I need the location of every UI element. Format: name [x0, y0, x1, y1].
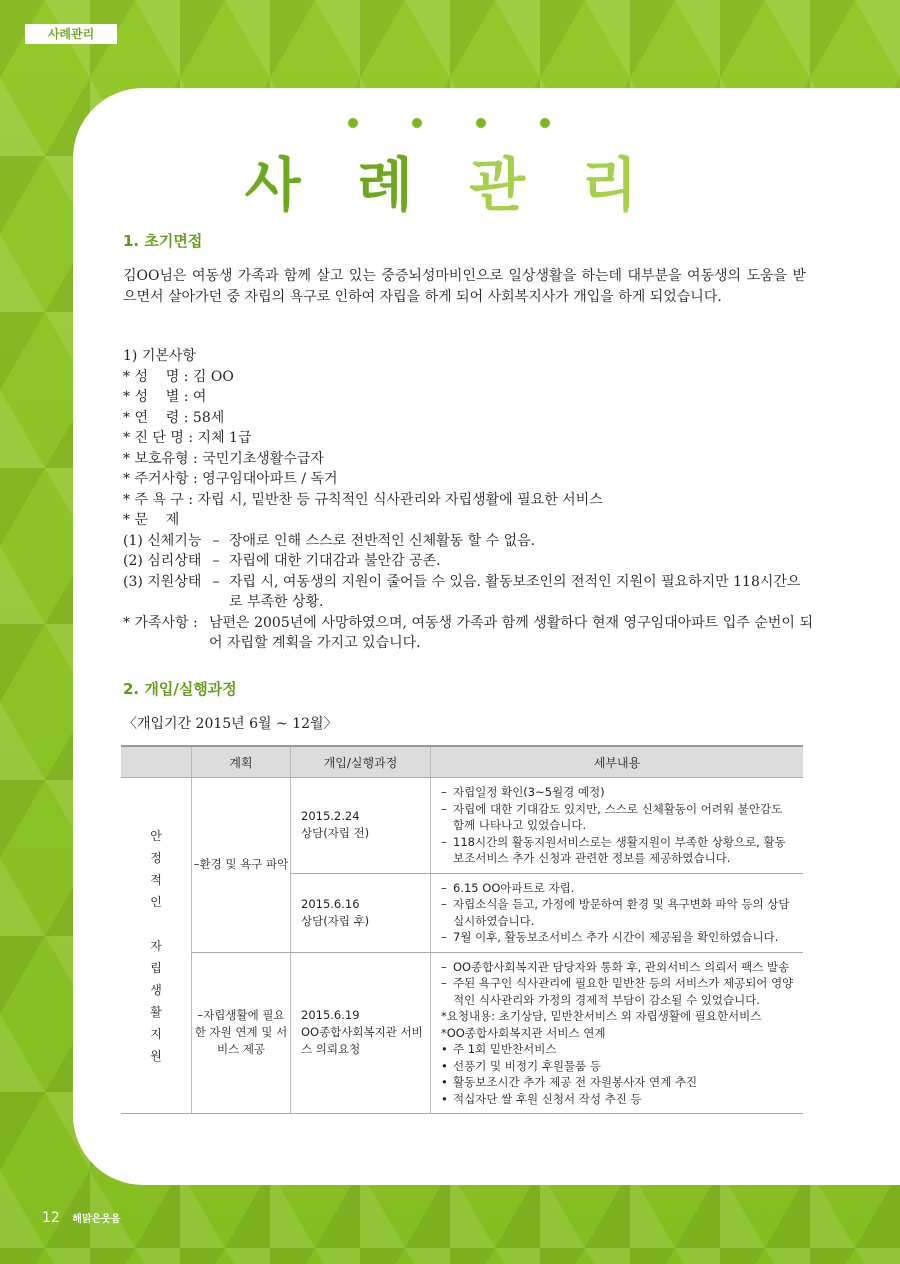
- info-row: [123, 510, 813, 531]
- goal-char: 립: [150, 960, 162, 975]
- process-text: 2015.6.19 OO종합사회복지관 서비스 의뢰요청: [301, 1008, 423, 1057]
- detail-text: 6.15 OO아파트로 자립.: [453, 880, 575, 895]
- info-label: * 성 별 :: [123, 389, 193, 405]
- detail-text: 활동보조시간 추가 제공 전 자원봉사자 연계 추진: [453, 1075, 698, 1089]
- dot-icon: [476, 118, 486, 128]
- detail-text: 주 1회 밑반찬서비스: [453, 1042, 557, 1056]
- title-part2: 관 리: [469, 151, 656, 219]
- info-value: 지체 1급: [197, 430, 252, 446]
- page-footer: [42, 1210, 121, 1226]
- detail-text: OO종합사회복지관 담당자와 통화 후, 관외서비스 의뢰서 팩스 발송: [453, 959, 790, 974]
- detail-text: 적십자단 쌀 후원 신청서 작성 추진 등: [453, 1091, 642, 1106]
- info-value: [179, 510, 813, 531]
- detail-text: 선풍기 및 비정기 후원물품 등: [453, 1058, 601, 1073]
- info-label: * 주거사항 :: [123, 471, 203, 487]
- info-value: 58세: [192, 409, 225, 426]
- problem-row: [123, 572, 813, 613]
- goal-char: 정: [150, 850, 162, 865]
- detail-marker: •: [441, 1091, 448, 1106]
- info-row: [123, 387, 813, 408]
- detail-line: [441, 1074, 795, 1091]
- intervention-period: 〈개입기간 2015년 6월 ~ 12월〉: [123, 716, 338, 732]
- section1-heading: 1. 초기면접: [123, 232, 203, 250]
- info-row: [123, 449, 813, 470]
- info-value: 국민기초생활수급자: [202, 450, 324, 467]
- detail-cell: [431, 873, 804, 952]
- family-value: 남편은 2005년에 사망하였으며, 여동생 가족과 함께 생활하다 현재 영구임대아파트 입주 순번이 되어 자립할 계획을 가지고 있습니다.: [209, 614, 813, 651]
- problem-dash: –: [212, 573, 220, 590]
- table-row: [121, 952, 803, 1114]
- problem-value: 장애로 인해 스스로 전반적인 신체활동 할 수 없음.: [229, 532, 536, 549]
- goal-char: 지: [150, 1026, 162, 1041]
- problem-label: (1) 신체기능: [123, 532, 202, 549]
- goal-char: 자: [150, 938, 162, 953]
- dot-icon: [348, 118, 358, 128]
- goal-char: 안: [150, 828, 162, 843]
- process-cell: [291, 952, 431, 1114]
- goal-char: 활: [150, 1004, 162, 1019]
- detail-marker: –: [441, 834, 447, 849]
- problem-label: (2) 심리상태: [123, 553, 202, 569]
- detail-cell: [431, 952, 804, 1114]
- table-header: 세부내용: [431, 746, 804, 778]
- detail-text: *OO종합사회복지관 서비스 연계: [441, 1025, 606, 1040]
- info-value: 영구임대아파트 / 독거: [202, 471, 338, 487]
- table-header: 계획: [192, 746, 291, 778]
- dot-icon: [540, 118, 550, 128]
- info-label: * 진 단 명 :: [123, 430, 198, 446]
- title-dots: [340, 118, 560, 132]
- problem-value: 자립 시, 여동생의 지원이 줄어들 수 있음. 활동보조인의 전적인 지원이 필요하지만 118시간으로 부족한 상황.: [229, 573, 801, 610]
- info-label: * 주 욕 구 :: [123, 491, 198, 508]
- detail-marker: –: [441, 959, 447, 974]
- detail-text: *요청내용: 초기상담, 밑반찬서비스 외 자립생활에 필요한서비스: [441, 1009, 762, 1023]
- dot-icon: [412, 118, 422, 128]
- detail-marker: –: [441, 976, 447, 990]
- info-label: * 문 제: [123, 512, 180, 528]
- info-value: 여: [192, 389, 207, 405]
- detail-marker: –: [441, 785, 447, 799]
- detail-text: 7월 이후, 활동보조서비스 추가 시간이 제공됨을 확인하였습니다.: [453, 930, 779, 944]
- problem-dash: –: [212, 532, 220, 549]
- detail-line: [441, 959, 795, 976]
- info-label: * 보호유형 :: [123, 450, 203, 467]
- detail-marker: •: [441, 1058, 448, 1073]
- section2-heading: 2. 개입/실행과정: [123, 680, 237, 698]
- page-title: [0, 138, 900, 222]
- info-row: [123, 367, 813, 388]
- problem-dash: –: [212, 553, 220, 569]
- goal-char: 원: [150, 1048, 162, 1063]
- page-number: 12: [42, 1210, 60, 1226]
- plan-cell: –자립생활에 필요한 자원 연계 및 서비스 제공: [192, 952, 291, 1114]
- detail-text: 118시간의 활동지원서비스로는 생활지원이 부족한 상황으로, 활동보조서비스 추가 신청과 관련한 정보를 제공하였습니다.: [453, 834, 786, 865]
- table-header-row: [121, 746, 803, 778]
- intro-paragraph: 김OO님은 여동생 가족과 함께 살고 있는 중증뇌성마비인으로 일상생활을 하는데 대부분을 여동생의 도움을 받으면서 살아가던 중 자립의 욕구로 인하여 자립을 하게 되어 사회복지사가 개입을 하게 되었습니다.: [123, 268, 806, 305]
- detail-line: [441, 834, 795, 867]
- family-label: * 가족사항 :: [123, 614, 203, 631]
- detail-line: [441, 1091, 795, 1108]
- table-header: 개입/실행과정: [291, 746, 431, 778]
- info-value: 자립 시, 밑반찬 등 규칙적인 식사관리와 자립생활에 필요한 서비스: [197, 491, 603, 508]
- process-text: 2015.6.16 상담(자립 후): [301, 896, 370, 928]
- goal-char: 적: [150, 872, 162, 887]
- detail-text: 자립일정 확인(3~5월경 예정): [453, 785, 605, 799]
- detail-line: [441, 896, 795, 929]
- detail-marker: –: [441, 930, 447, 944]
- table-header: [121, 746, 192, 778]
- problem-value: 자립에 대한 기대감과 불안감 공존.: [229, 553, 441, 569]
- info-row: [123, 428, 813, 449]
- detail-text: 주된 욕구인 식사관리에 필요한 밑반찬 등의 서비스가 제공되어 영양적인 식사관리와 가정의 경제적 부담이 감소될 수 있었습니다.: [453, 976, 794, 1007]
- plan-cell: –환경 및 욕구 파악: [192, 778, 291, 953]
- detail-line: [441, 801, 795, 834]
- detail-text: 자립소식을 듣고, 가정에 방문하여 환경 및 욕구변화 파악 등의 상담 실시하였습니다.: [453, 897, 790, 928]
- info-label: * 성 명 :: [123, 368, 193, 385]
- info-row: [123, 408, 813, 429]
- goal-char: [122, 913, 190, 935]
- info-row: [123, 490, 813, 511]
- table-row: [121, 778, 803, 874]
- detail-marker: •: [441, 1075, 448, 1089]
- detail-marker: –: [441, 897, 447, 911]
- title-part1: 사 례: [244, 151, 431, 219]
- info-value: 김 OO: [192, 368, 234, 385]
- basic-info: [123, 346, 813, 654]
- process-cell: [291, 873, 431, 952]
- detail-line: [441, 1058, 795, 1075]
- problem-row: [123, 531, 813, 552]
- detail-marker: –: [441, 801, 447, 816]
- detail-line: [441, 1041, 795, 1058]
- detail-line: [441, 784, 795, 801]
- goal-char: 생: [150, 982, 162, 997]
- goal-char: 인: [150, 894, 162, 909]
- detail-marker: –: [441, 880, 447, 895]
- family-row: [123, 613, 813, 654]
- detail-cell: [431, 778, 804, 874]
- process-cell: [291, 778, 431, 874]
- process-text: 2015.2.24 상담(자립 전): [301, 809, 370, 841]
- problem-label: (3) 지원상태: [123, 573, 202, 590]
- detail-line: [441, 880, 795, 897]
- basic-info-title: 1) 기본사항: [123, 348, 196, 364]
- detail-line: [441, 929, 795, 946]
- problem-row: [123, 551, 813, 572]
- info-label: * 연 령 :: [123, 409, 193, 426]
- detail-marker: •: [441, 1042, 448, 1056]
- goal-cell: [121, 778, 192, 1114]
- detail-line: [441, 1008, 795, 1025]
- info-row: [123, 469, 813, 490]
- footer-logo: 해맑은웃음: [72, 1214, 121, 1225]
- detail-line: [441, 1025, 795, 1042]
- detail-line: [441, 975, 795, 1008]
- section-tab: 사례관리: [25, 24, 117, 44]
- plan-table: [121, 745, 803, 1114]
- detail-text: 자립에 대한 기대감도 있지만, 스스로 신체활동이 어려워 불안감도 함께 나타나고 있었습니다.: [453, 801, 783, 832]
